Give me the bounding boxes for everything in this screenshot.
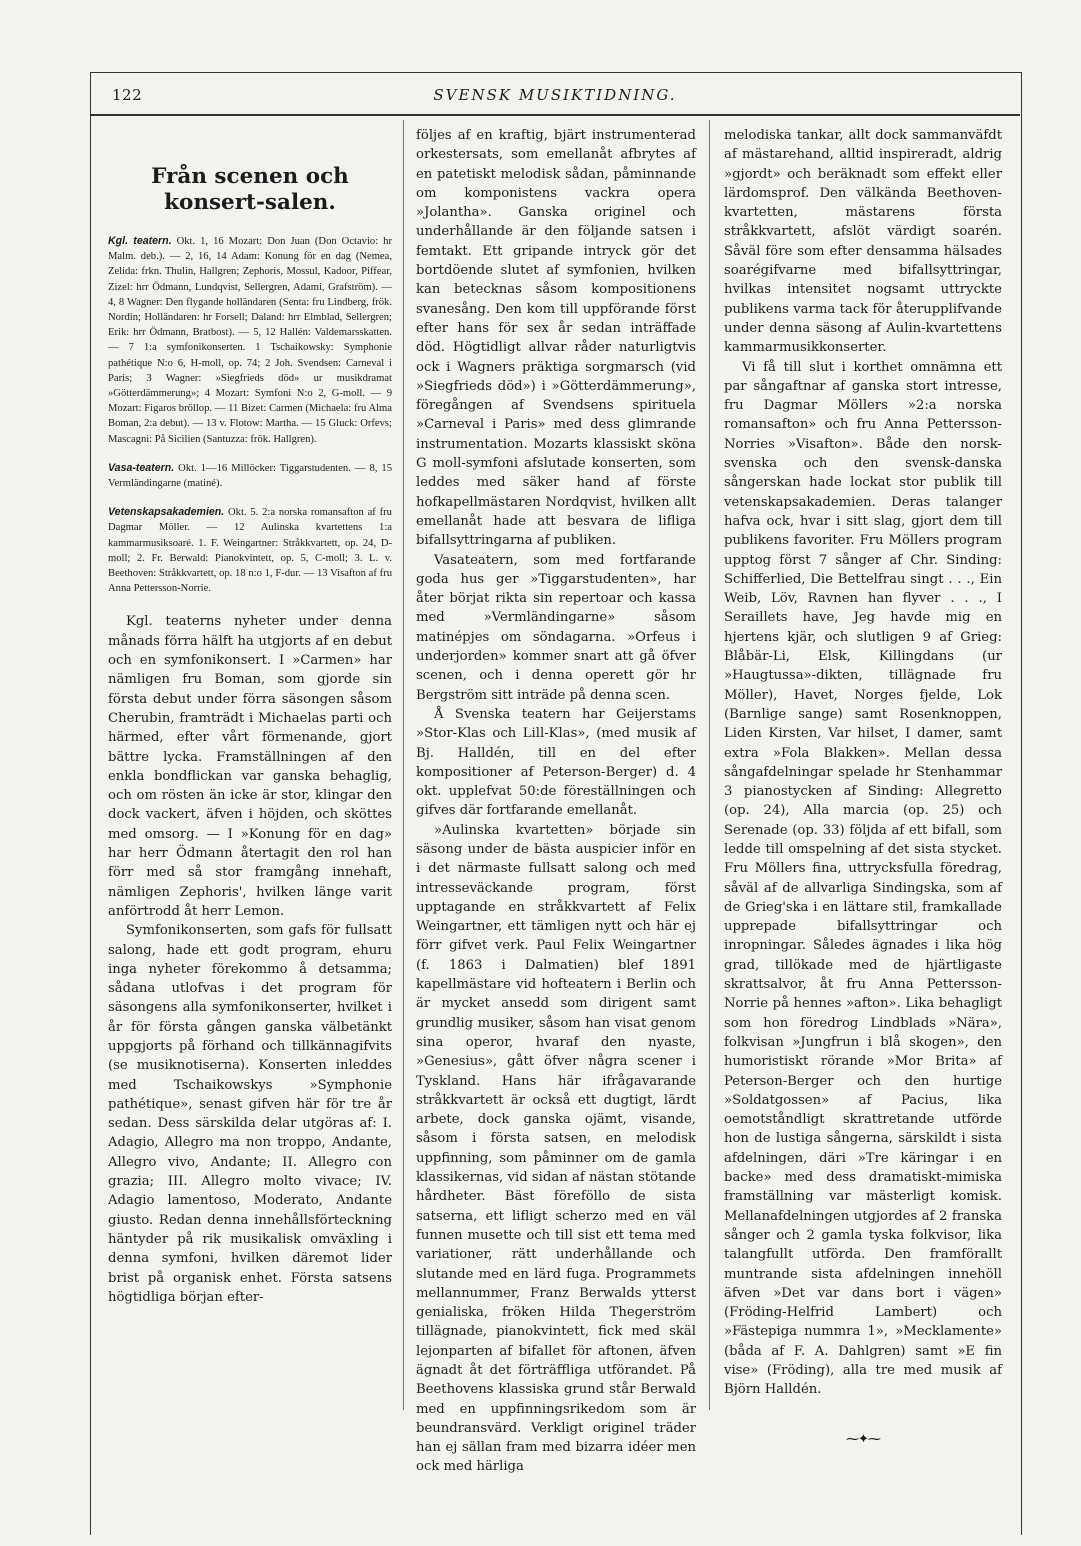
- journal-title: SVENSK MUSIKTIDNING.: [433, 86, 677, 104]
- body-paragraph: följes af en kraftig, bjärt instrumenterad orkestersats, som emellanåt afbrytes af en patetiskt melodisk sådan, påminnande om komponistens vackra opera »Jolantha». Ganska originel och underhållande är den följande satsen i femtakt. Ett gripande intryck gör det bortdöende slutet af symfonien, hvilken kan betecknas såsom kompositionens svanesång. Den kom till uppförande först efter hans för sex år sedan inträffade död. Högtidligt allvar råder naturligtvis ock i Wagners präktiga sorgmarsch (vid »Siegfrieds död») i »Götterdämmerung», föregången af Svendsens spirituela »Carneval i Paris» med dess glimrande instrumentation. Mozarts klassiskt sköna G moll-symfoni afslutade konserten, som leddes med säker hand af förste hofkapellmästaren Nordqvist, hvilken allt emellanåt hade att besvara de lifliga bifallsyttringarna af publiken.: [416, 128, 696, 549]
- column-3: [724, 126, 1002, 1456]
- body-paragraph: Å Svenska teatern har Geijerstams »Stor-Klas och Lill-Klas», (med musik af Bj. Halldén, till en del efter kompositioner af Peterson-Berger) d. 4 okt. upplefvat 50:de föreställningen och gifves där fortfarande emellanåt.: [416, 706, 696, 819]
- listing-text: Okt. 1, 16 Mozart: Don Juan (Don Octavio: hr Malm. deb.). — 2, 16, 14 Adam: Konung för en dag (Nemea, Zelida: frkn. Thulin, Hallgren; Zephoris, Mossul, Kadoor, Piffear, Zizel: hrr Ödmann, Lundqvist, Sellergren, Adami, Grafström). — 4, 8 Wagner: Den flygande holländaren (Senta: fru Lindberg, frök. Nordin; Holländaren: hr Forsell; Daland: hrr Elmblad, Sellergren; Erik: hrr Ödmann, Bratbost). — 5, 12 Hallén: Valdemarsskatten. — 7 1:a symfonikonserten. 1 Tschaikowsky: Symphonie pathétique N:o 6, H-moll, op. 74; 2 Joh. Svendsen: Carneval i Paris; 3 Wagner: »Siegfrieds död» ur musikdramat »Götterdämmerung»; 4 Mozart: Symfoni N:o 2, G-moll. — 9 Mozart: Figaros bröllop. — 11 Bizet: Carmen (Michaela: fru Alma Boman, 2:a debut). — 13 v. Flotow: Martha. — 15 Gluck: Orfevs; Mascagni: På Sicilien (Santuzza: frök. Hallgren).: [108, 236, 392, 445]
- listing-venue: Vetenskapsakademien.: [108, 506, 225, 519]
- page-number: 122: [112, 86, 143, 104]
- body-paragraph: »Aulinska kvartetten» började sin säsong under de bästa auspicier inför en i det närmaste fullsatt salong och med intresseväckande program, först upptagande en stråkkvartett af Felix Weingartner, ett tämligen nytt och här ej förr gifvet verk. Paul Felix Weingartner (f. 1863 i Dalmatien) blef 1891 kapellmästare vid hofteatern i Berlin och är mycket ansedd som dirigent samt grundlig musiker, såsom han visat genom sina operor, hvaraf den nyaste, »Genesius», gått öfver några scener i Tyskland. Hans här ifrågavarande stråkkvartett är också ett dugtigt, lärdt arbete, dock ganska ojämt, visande, såsom i första satsen, en melodisk uppfinning, som påminner om de gamla klassikernas, vid sidan af nästan stötande hårdheter. Bäst föreföllo de sista satserna, ett lifligt scherzo med en väl funnen musette och till sist ett tema med variationer, rätt underhållande och slutande med en lärd fuga. Programmets mellannummer, Franz Berwalds ytterst genialiska, fröken Hilda Thegerström tillägnade, pianokvintett, fick med skäl lejonparten af bifallet för aftonen, äfven ägnadt åt det förträffliga utförandet. På Beethovens klassiska grund står Berwald med en uppfinningsrikedom som är beundransvärd. Verkligt originel träder han ej sällan fram med bizarra idéer men ock med härliga: [416, 822, 696, 1475]
- running-head: [90, 80, 1020, 116]
- end-ornament: ⁓✦⁓: [846, 1431, 880, 1447]
- body-paragraph: Vi få till slut i korthet omnämna ett par sångaftnar af ganska stort intresse, fru Dagmar Möllers »2:a norska romansafton» och fru Anna Pettersson-Norries »Visafton». Både den norsk-svenska och den svensk-danska sångerskan hade lockat stor publik till vetenskapsakademien. Deras talanger hafva ock, hvar i sitt slag, gjort dem till publikens favoriter. Fru Möllers program upptog först 7 sånger af Chr. Sinding: Schifferlied, Die Bettelfrau singt . . ., Ein Weib, Löv, Ravnen han flyver . . ., I Seraillets have, Jeg havde mig en hjertens kjär, och slutligen 9 af Grieg: Blåbär-Li, Elsk, Killingdans (ur »Haugtussa»-dikten, tillägnade fru Möller), Havet, Norges fjelde, Lok (Barnlige sange) samt Rosenknoppen, Liden Kirsten, Var hilset, I damer, samt extra »Fola Blakken». Mellan dessa sångafdelningar spelade hr Stenhammar 3 pianostycken af Sinding: Allegretto (op. 24), Alla marcia (op. 25) och Serenade (op. 33) följda af ett bifall, som ledde till omspelning af det sista stycket. Fru Möllers fina, uttrycksfulla föredrag, såväl af de allvarliga Sindingska, som af de Grieg'ska i en lättare stil, framkallade upprepade bifallsyttringar och inropningar. Således ägnades i lika hög grad, tillökade med de hjärtligaste skrattsalvor, åt fru Anna Pettersson-Norrie på hennes »afton». Lika behagligt som hon föredrog Lindblads »Nära», folkvisan »Jungfrun i blå skogen», den humoristiskt rörande »Mor Brita» af Peterson-Berger och den hurtige »Soldatgossen» af Pacius, lika oemotståndligt skrattretande utförde hon de lustiga sångerna, särskildt i sista afdelningen, däri »Tre käringar i en backe» med dess dramatiskt-mimiska framställning var mästerligt komisk. Mellanafdelningen utgjordes af 2 franska sånger och 2 gamla tyska folkvisor, lika talangfullt utförda. Den framförallt muntrande sista afdelningen innehöll äfven »Det var dans bort i vägen» (Fröding-Helfrid Lambert) och »Fästepiga nummra 1», »Mecklamente» (båda af F. A. Dahlgren) samt »E fin vise» (Fröding), alla tre med musik af Björn Halldén.: [724, 359, 1002, 1398]
- body-paragraph: Symfonikonserten, som gafs för fullsatt salong, hade ett godt program, ehuru inga nyheter förekommo å detsamma; sådana utlofvas i det program för säsongens alla symfonikonserter, hvilket i år för första gången ganska välbetänkt uppgjorts på förhand och tillkännagifvits (se musiknotiserna). Konserten inleddes med Tschaikowskys »Symphonie pathétique», senast gifven här för tre år sedan. Dess särskilda delar utgöras af: I. Adagio, Allegro ma non troppo, Andante, Allegro vivo, Andante; II. Allegro con grazia; III. Allegro molto vivace; IV. Adagio lamentoso, Moderato, Andante giusto. Redan denna innehållsförteckning häntyder på rik musikalisk omväxling i denna symfoni, hvilken däremot lider brist på organisk enhet. Första satsens högtidliga början efter-: [108, 923, 392, 1305]
- listing-text: Okt. 1—16 Millöcker: Tiggarstudenten. — 8, 15 Vermländingarne (matiné).: [108, 462, 392, 490]
- body-paragraph: Kgl. teaterns nyheter under denna månads förra hälft ha utgjorts af en debut och en symfonikonsert. I »Carmen» har nämligen fru Boman, som gjorde sin första debut under förra säsongen såsom Cherubin, framträdt i Michaelas parti och härmed, efter vårt förmenande, gjort bättre lycka. Framställningen af den enkla bondflickan var ganska behaglig, och om rösten än icke är stor, klingar den dock vackert, äfven i höjden, och sköttes med omsorg. — I »Konung för en dag» har herr Ödmann återtagit den rol han förr med så stor framgång innehaft, nämligen Zephoris', hvilken länge varit anförtrodd åt herr Lemon.: [108, 614, 392, 919]
- body-paragraph: Vasateatern, som med fortfarande goda hus ger »Tiggarstudenten», har åter börjat rikta sin repertoar och kassa med »Vermländingarne» såsom matinépjes om söndagarna. »Orfeus i underjorden» kommer snart att gå öfver scenen, och i denna operett gör hr Bergström sitt inträde på denna scen.: [416, 552, 696, 703]
- listing-text: Okt. 5. 2:a norska romansafton af fru Dagmar Möller. — 12 Aulinska kvartettens 1:a kammarmusiksoaré. 1. F. Weingartner: Stråkkvartett, op. 24, D-moll; 2. Fr. Berwald: Pianokvintett, op. 5, C-moll; 3. L. v. Beethoven: Stråkkvartett, op. 18 n:o 1, F-dur. — 13 Visafton af fru Anna Pettersson-Norrie.: [108, 507, 392, 595]
- body-paragraph: melodiska tankar, allt dock sammanväfdt af mästarehand, alltid inspireradt, aldrig »gjordt» och beräknadt som effekt eller lärdomsprof. Den välkända Beethoven-kvartetten, mästarens första stråkkvartett, afslöt värdigt soarén. Såväl före som efter densamma hälsades soarégifvarne med bifallsyttringar, hvilkas intensitet nogsamt uttryckte publikens varma tack för återupplifvande under denna säsong af Aulin-kvartettens kammarmusikkonserter.: [724, 128, 1002, 356]
- column-1: [108, 126, 392, 1456]
- section-heading: Från scenen och konsert-salen.: [151, 164, 349, 215]
- listing-venue: Kgl. teatern.: [108, 235, 172, 247]
- performance-listing: [108, 505, 392, 596]
- column-divider: [403, 120, 404, 1410]
- column-2: [416, 126, 696, 1475]
- performance-listing: [108, 234, 392, 447]
- column-divider: [709, 120, 710, 1410]
- performance-listing: [108, 461, 392, 491]
- listing-venue: Vasa-teatern.: [108, 461, 175, 474]
